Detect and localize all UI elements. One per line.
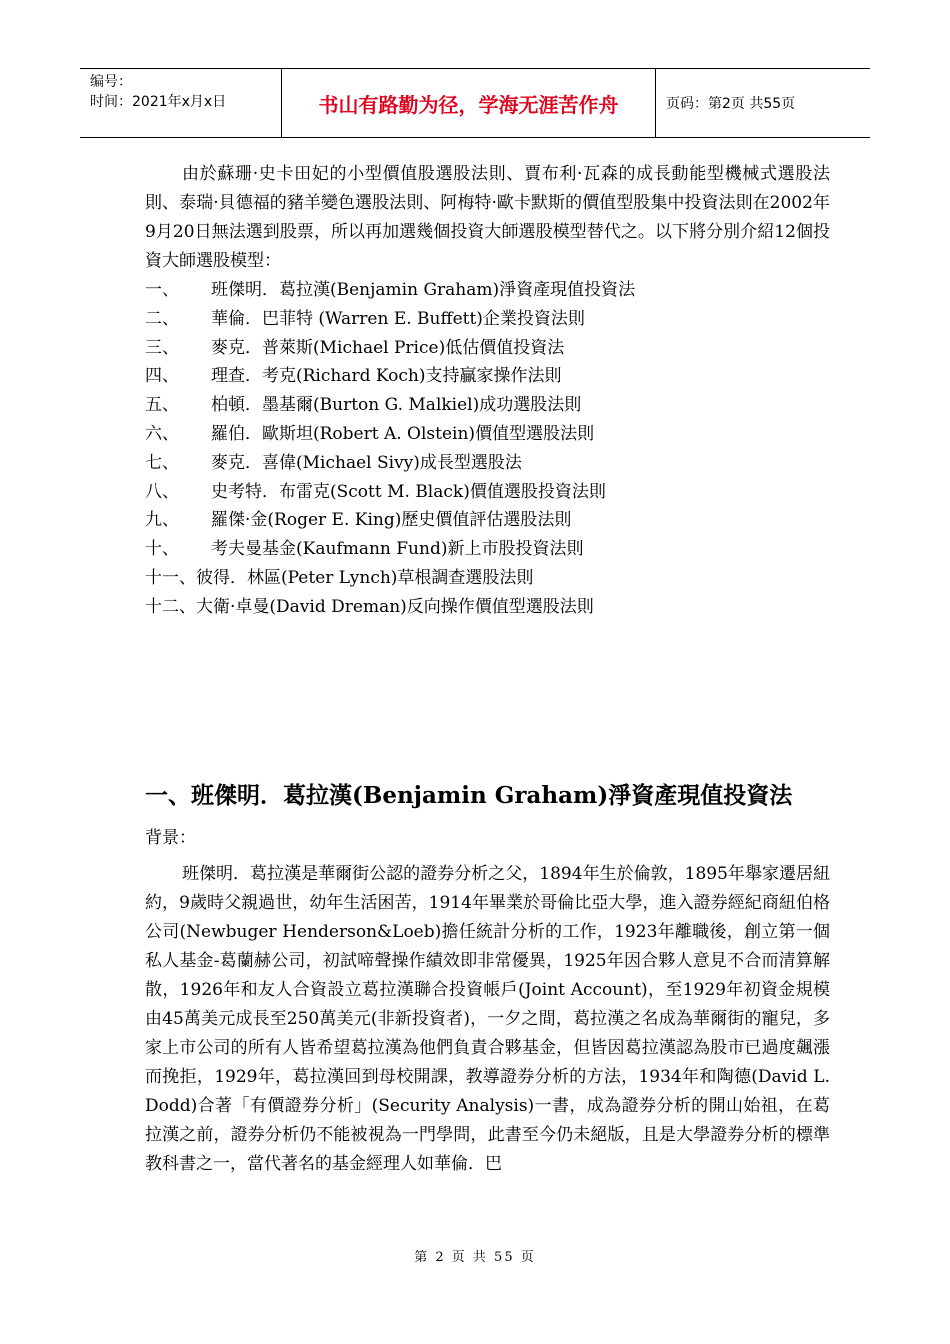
- list-item: 十一、彼得．林區(Peter Lynch)草根調查選股法則: [145, 567, 534, 588]
- header-page-info: 页码：第2页 共55页: [666, 96, 796, 112]
- body-paragraph: 班傑明．葛拉漢是華爾街公認的證券分析之父，1894年生於倫敦，1895年舉家遷居紐約，9歲時父親過世，幼年生活困苦，1914年畢業於哥倫比亞大學，進入證券經紀商紐伯格公司(Newbuger Henderson&Loeb)擔任統計分析的工作，1923年離職後，創立第一個私人基金-葛蘭赫公司，初試啼聲操作績效即非常優異，1925年因合夥人意見不合而清算解散，1926年和友人合資設立葛拉漢聯合投資帳戶(Joint Account)，至1929年初資金規模由45萬美元成長至250萬美元(非新投資者)，一夕之間，葛拉漢之名成為華爾街的寵兒，多家上市公司的所有人皆希望葛拉漢為他們負責合夥基金，但皆因葛拉漢認為股市已過度飆漲而挽拒，1929年，葛拉漢回到母校開課，教導證券分析的方法，1934年和陶德(David L. Dodd)合著「有價證券分析」(Security Analysis)一書，成為證券分析的開山始祖，在葛拉漢之前，證券分析仍不能被視為一門學問，此書至今仍未絕版，且是大學證券分析的標準教科書之一，當代著名的基金經理人如華倫．巴: [145, 864, 830, 1174]
- background-label: 背景：: [145, 828, 196, 848]
- section-title: 一、班傑明．葛拉漢(Benjamin Graham)淨資產現值投資法: [145, 782, 793, 809]
- page-footer: 第 2 页 共 55 页: [414, 1250, 536, 1265]
- list-item: 十二、大衛·卓曼(David Dreman)反向操作價值型選股法則: [145, 596, 594, 617]
- code-label: 编号：: [90, 74, 132, 90]
- intro-paragraph: 由於蘇珊·史卡田妃的小型價值股選股法則、賈布利·瓦森的成長動能型機械式選股法則、泰瑞·貝德福的豬羊變色選股法則、阿梅特·歐卡默斯的價值型股集中投資法則在2002年9月20日無法選到股票，所以再加選幾個投資大師選股模型替代之。以下將分別介紹12個投資大師選股模型：: [145, 164, 830, 271]
- header-meta-cell: [80, 69, 282, 137]
- section-body: [145, 860, 830, 1179]
- list-item: 一、 班傑明．葛拉漢(Benjamin Graham)淨資產現值投資法: [145, 280, 636, 300]
- list-item: 四、 理查．考克(Richard Koch)支持贏家操作法則: [145, 366, 562, 387]
- list-item: 八、 史考特．布雷克(Scott M. Black)價值選股投資法則: [145, 481, 606, 502]
- list-item: 五、 柏頓．墨基爾(Burton G. Malkiel)成功選股法則: [145, 395, 582, 416]
- model-list: [145, 276, 830, 622]
- list-item: 六、 羅伯．歐斯坦(Robert A. Olstein)價值型選股法則: [145, 423, 595, 444]
- header-motto: 书山有路勤为径，学海无涯苦作舟: [282, 69, 656, 137]
- list-item: 二、 華倫．巴菲特 (Warren E. Buffett)企業投資法則: [145, 308, 585, 329]
- list-item: 七、 麥克．喜偉(Michael Sivy)成長型選股法: [145, 452, 522, 473]
- list-item: 九、 羅傑·金(Roger E. King)歷史價值評估選股法則: [145, 510, 572, 531]
- intro-section: [145, 160, 830, 622]
- list-item: 三、 麥克．普萊斯(Michael Price)低估價值投資法: [145, 337, 565, 358]
- document-header: [80, 68, 870, 138]
- date-label: 时间：2021年x月x日: [90, 94, 227, 110]
- list-item: 十、 考夫曼基金(Kaufmann Fund)新上市股投資法則: [145, 539, 584, 560]
